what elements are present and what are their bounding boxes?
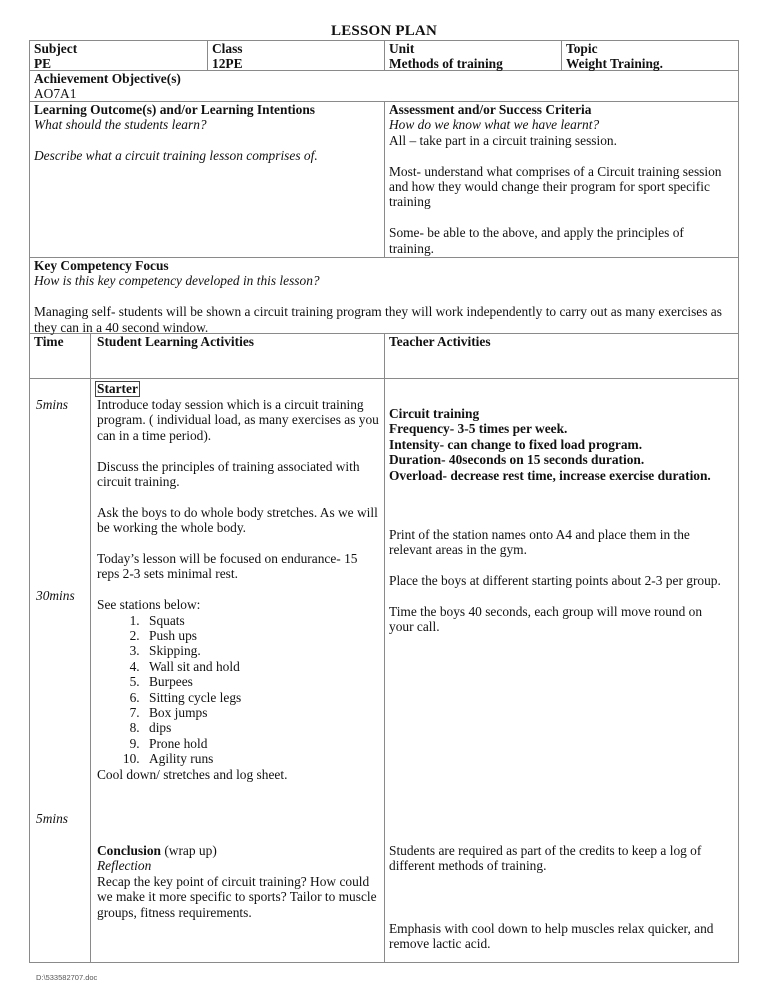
col-divider-unit — [384, 40, 385, 71]
unit-value: Methods of training — [389, 56, 503, 72]
achievement-label: Achievement Objective(s) — [34, 71, 181, 86]
principle-item: Duration- 40seconds on 15 seconds duration. — [389, 452, 645, 468]
stations-intro: See stations below: — [97, 597, 201, 613]
document-title: LESSON PLAN — [331, 23, 437, 39]
class-value: 12PE — [212, 56, 243, 72]
footer-file-path: D:\533582707.doc — [36, 973, 98, 982]
subject-cell — [34, 41, 204, 72]
class-label: Class — [212, 41, 243, 56]
teacher-log: Students are required as part of the credits to keep a log of different methods of training. — [389, 843, 702, 874]
key-competency-prompt: How is this key competency developed in this lesson? — [34, 273, 320, 289]
station-item: 6. Sitting cycle legs — [143, 690, 381, 705]
learning-outcomes-cell — [34, 102, 380, 164]
conclusion-label: Conclusion — [97, 843, 161, 858]
starter-intro: Introduce today session which is a circuit training program. ( individual load, as many exercises as you can in a time period). — [97, 397, 379, 443]
achievement-value: AO7A1 — [34, 86, 77, 102]
student-activities-header: Student Learning Activities — [97, 334, 254, 349]
station-item: 1. Squats — [143, 613, 381, 628]
assessment-most: Most- understand what comprises of a Circuit training session and how they would change their program for sport specific training — [389, 163, 722, 210]
subject-value: PE — [34, 56, 52, 72]
teacher-setup — [389, 527, 729, 635]
principle-item: Circuit training — [389, 406, 480, 421]
principle-item: Intensity- can change to fixed load program. — [389, 436, 643, 452]
teacher-place: Place the boys at different starting points about 2-3 per group. — [389, 573, 721, 589]
topic-value: Weight Training. — [566, 56, 663, 72]
teacher-print: Print of the station names onto A4 and place them in the relevant areas in the gym. — [389, 527, 690, 558]
col-divider-class — [207, 40, 208, 71]
key-competency-label: Key Competency Focus — [34, 258, 169, 273]
col-divider-outcomes — [384, 101, 385, 258]
assessment-some: Some- be able to the above, and apply the principles of training. — [389, 225, 684, 256]
stations-list — [97, 613, 381, 767]
key-competency-value: Managing self- students will be shown a circuit training program they will work independently to carry out as many exercises as they can in a 40 second window. — [34, 304, 722, 335]
learning-outcomes-prompt: What should the students learn? — [34, 117, 207, 133]
col-divider-topic — [561, 40, 562, 71]
assessment-label: Assessment and/or Success Criteria — [389, 102, 592, 117]
station-item: 5. Burpees — [143, 674, 381, 689]
assessment-prompt: How do we know what we have learnt? — [389, 117, 600, 133]
topic-cell — [566, 41, 736, 72]
key-competency-cell — [34, 258, 734, 335]
table-border-right — [738, 40, 739, 963]
starter-stretch: Ask the boys to do whole body stretches. As we will be working the whole body. — [97, 504, 378, 536]
subject-label: Subject — [34, 41, 78, 56]
reflection-text: Recap the key point of circuit training? How could we make it more specific to sports? Tailor to muscle groups, fitness requirements. — [97, 873, 377, 920]
topic-label: Topic — [566, 41, 598, 56]
time-main: 30mins — [36, 588, 75, 603]
learning-outcomes-value: Describe what a circuit training lesson comprises of. — [34, 148, 318, 164]
teacher-activities-header: Teacher Activities — [389, 334, 491, 349]
assessment-cell — [389, 102, 729, 256]
starter-label: Starter — [97, 381, 138, 396]
station-item: 10. Agility runs — [143, 751, 381, 766]
teacher-time: Time the boys 40 seconds, each group will move round on your call. — [389, 604, 703, 635]
reflection-label: Reflection — [97, 858, 152, 874]
learning-outcomes-label: Learning Outcome(s) and/or Learning Intentions — [34, 102, 315, 117]
conclusion-heading — [97, 843, 381, 858]
table-border-left — [29, 40, 30, 963]
time-starter: 5mins — [36, 397, 68, 412]
cooldown-text: Cool down/ stretches and log sheet. — [97, 766, 288, 782]
training-principles — [389, 406, 729, 483]
student-activities-cell — [97, 381, 381, 782]
unit-cell — [389, 41, 559, 72]
assessment-all: All – take part in a circuit training session. — [389, 132, 617, 148]
class-cell — [212, 41, 382, 72]
time-header: Time — [34, 334, 64, 349]
principle-item: Frequency- 3-5 times per week. — [389, 421, 568, 437]
station-item: 4. Wall sit and hold — [143, 659, 381, 674]
col-divider-activities — [384, 333, 385, 963]
principle-item: Overload- decrease rest time, increase exercise duration. — [389, 467, 711, 483]
col-divider-time — [90, 333, 91, 963]
teacher-emphasis: Emphasis with cool down to help muscles relax quicker, and remove lactic acid. — [389, 921, 714, 952]
achievement-cell — [34, 71, 734, 102]
unit-label: Unit — [389, 41, 415, 56]
station-item: 7. Box jumps — [143, 705, 381, 720]
conclusion-cell — [97, 843, 381, 920]
station-item: 2. Push ups — [143, 628, 381, 643]
lesson-focus: Today’s lesson will be focused on endurance- 15 reps 2-3 sets minimal rest. — [97, 551, 358, 582]
starter-discuss: Discuss the principles of training associated with circuit training. — [97, 458, 360, 490]
conclusion-suffix: (wrap up) — [161, 843, 217, 858]
time-conclusion: 5mins — [36, 811, 68, 826]
station-item: 3. Skipping. — [143, 643, 381, 658]
station-item: 9. Prone hold — [143, 736, 381, 751]
station-item: 8. dips — [143, 720, 381, 735]
